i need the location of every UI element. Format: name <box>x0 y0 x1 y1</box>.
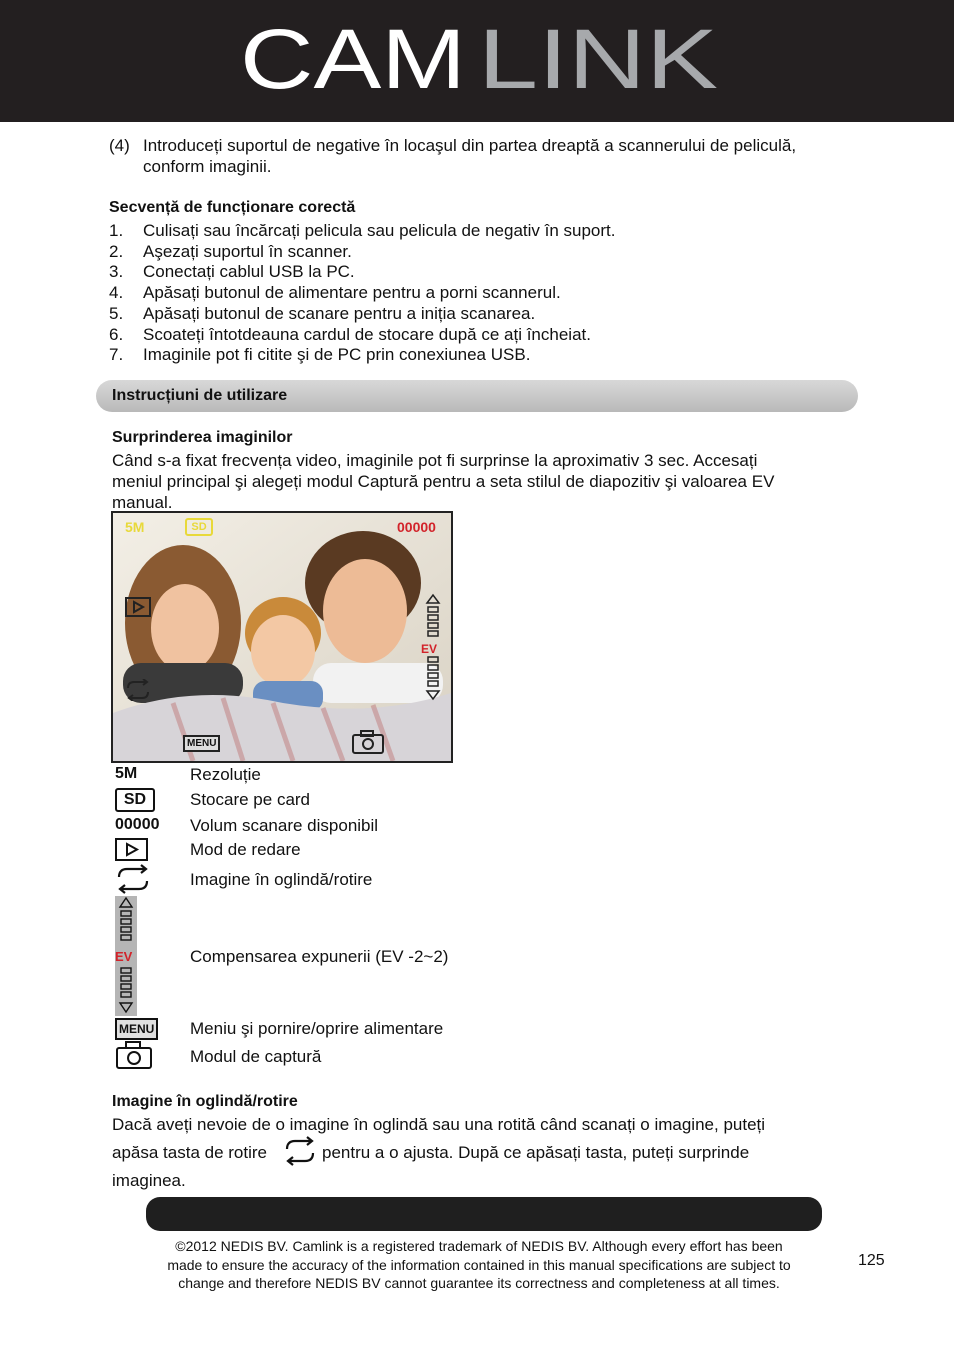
legend-label-playback: Mod de redare <box>190 840 301 859</box>
step-text-line2: conform imaginii. <box>143 157 272 176</box>
sequence-item-number: 1. <box>109 221 124 240</box>
footer-line1: ©2012 NEDIS BV. Camlink is a registered trademark of NEDIS BV. Although every effort has been <box>175 1238 783 1254</box>
footer-bar <box>146 1197 822 1231</box>
legend-label-rotate: Imagine în oglindă/rotire <box>190 870 373 889</box>
legend-key-counter: 00000 <box>115 816 160 833</box>
sequence-item-number: 3. <box>109 262 124 282</box>
sequence-item-number: 4. <box>109 283 124 303</box>
legend-camera-icon <box>115 1040 153 1070</box>
logo-cam: CAM <box>240 24 466 96</box>
sequence-item-text: Apăsați butonul de scanare pentru a iniția scanarea. <box>143 303 536 323</box>
screen-resolution: 5M <box>125 519 145 535</box>
sequence-item-text: Imaginile pot fi citite şi de PC prin conexiunea USB. <box>143 345 531 365</box>
footer-copyright <box>120 1237 838 1293</box>
screen-ev-label: EV <box>421 642 438 656</box>
mirror-line3: imaginea. <box>112 1171 186 1190</box>
mirror-line2b: pentru a o ajusta. După ce apăsați tasta, puteți surprinde <box>322 1143 750 1162</box>
family-photo <box>113 513 451 761</box>
legend-label-ev: Compensarea expunerii (EV -2~2) <box>190 947 449 966</box>
legend-playback-icon <box>115 838 149 862</box>
legend-label-resolution: Rezoluție <box>190 765 261 784</box>
screen-camera-icon <box>351 729 385 755</box>
capture-heading: Surprinderea imaginilor <box>112 429 293 446</box>
sequence-item-text: Scoateți întotdeauna cardul de stocare după ce ați încheiat. <box>143 324 591 344</box>
step-number: (4) <box>109 136 130 155</box>
footer-line2: made to ensure the accuracy of the information contained in this manual specifications are subject to <box>167 1256 791 1273</box>
mirror-heading: Imagine în oglindă/rotire <box>112 1093 298 1110</box>
legend-key-resolution: 5M <box>115 765 138 782</box>
capture-line3: manual. <box>112 493 173 512</box>
legend-label-menu: Meniu şi pornire/oprire alimentare <box>190 1019 444 1038</box>
screen-menu-button: MENU <box>183 735 220 752</box>
legend-menu-icon: MENU <box>115 1018 158 1040</box>
sequence-item-number: 6. <box>109 324 124 344</box>
mirror-line2a: apăsa tasta de rotire <box>112 1143 267 1162</box>
legend-label-camera: Modul de captură <box>190 1047 322 1066</box>
sequence-item-number: 5. <box>109 303 124 323</box>
sequence-item-text: Culisați sau încărcați pelicula sau pelicula de negativ în suport. <box>143 221 616 240</box>
legend-rotate-icon <box>115 864 151 894</box>
capture-line2: meniul principal şi alegeți modul Captură pentru a seta stilul de diapozitiv şi valoarea EV <box>112 472 775 491</box>
logo-link: LINK <box>478 24 718 96</box>
mirror-line1: Dacă aveți nevoie de o imagine în oglindă sau una rotită când scanați o imagine, puteți <box>112 1115 766 1134</box>
legend-sd-icon: SD <box>115 788 155 812</box>
camlink-logo <box>238 24 722 96</box>
section-bar <box>96 380 858 412</box>
page-header <box>0 0 954 122</box>
sequence-heading: Secvență de funcționare corectă <box>109 199 356 216</box>
legend-ev-label: EV <box>115 949 133 964</box>
step-text-line1: Introduceți suportul de negative în locaşul din partea dreaptă a scannerului de peliculă, <box>143 136 797 155</box>
sequence-item-number: 2. <box>109 241 124 261</box>
screen-playback-icon <box>125 597 151 617</box>
footer-line3: change and therefore NEDIS BV cannot guarantee its correctness and completeness at all times. <box>178 1275 780 1291</box>
inline-rotate-icon <box>283 1136 317 1166</box>
sequence-item-number: 7. <box>109 345 124 365</box>
capture-line1: Când s-a fixat frecvența video, imaginile pot fi surprinse la aproximativ 3 sec. Accesați <box>112 451 758 470</box>
screen-sd-icon: SD <box>185 518 213 536</box>
screen-counter: 00000 <box>397 519 436 535</box>
camera-screen-preview <box>111 511 453 763</box>
screen-rotate-icon <box>125 679 151 701</box>
sequence-item-text: Apăsați butonul de alimentare pentru a porni scannerul. <box>143 283 561 303</box>
sequence-item-text: Conectați cablul USB la PC. <box>143 262 355 282</box>
page-number: 125 <box>858 1252 885 1269</box>
legend-label-card: Stocare pe card <box>190 790 311 809</box>
legend-label-counter: Volum scanare disponibil <box>190 816 379 835</box>
section-title: Instrucțiuni de utilizare <box>112 387 288 404</box>
sequence-item-text: Aşezați suportul în scanner. <box>143 241 352 261</box>
